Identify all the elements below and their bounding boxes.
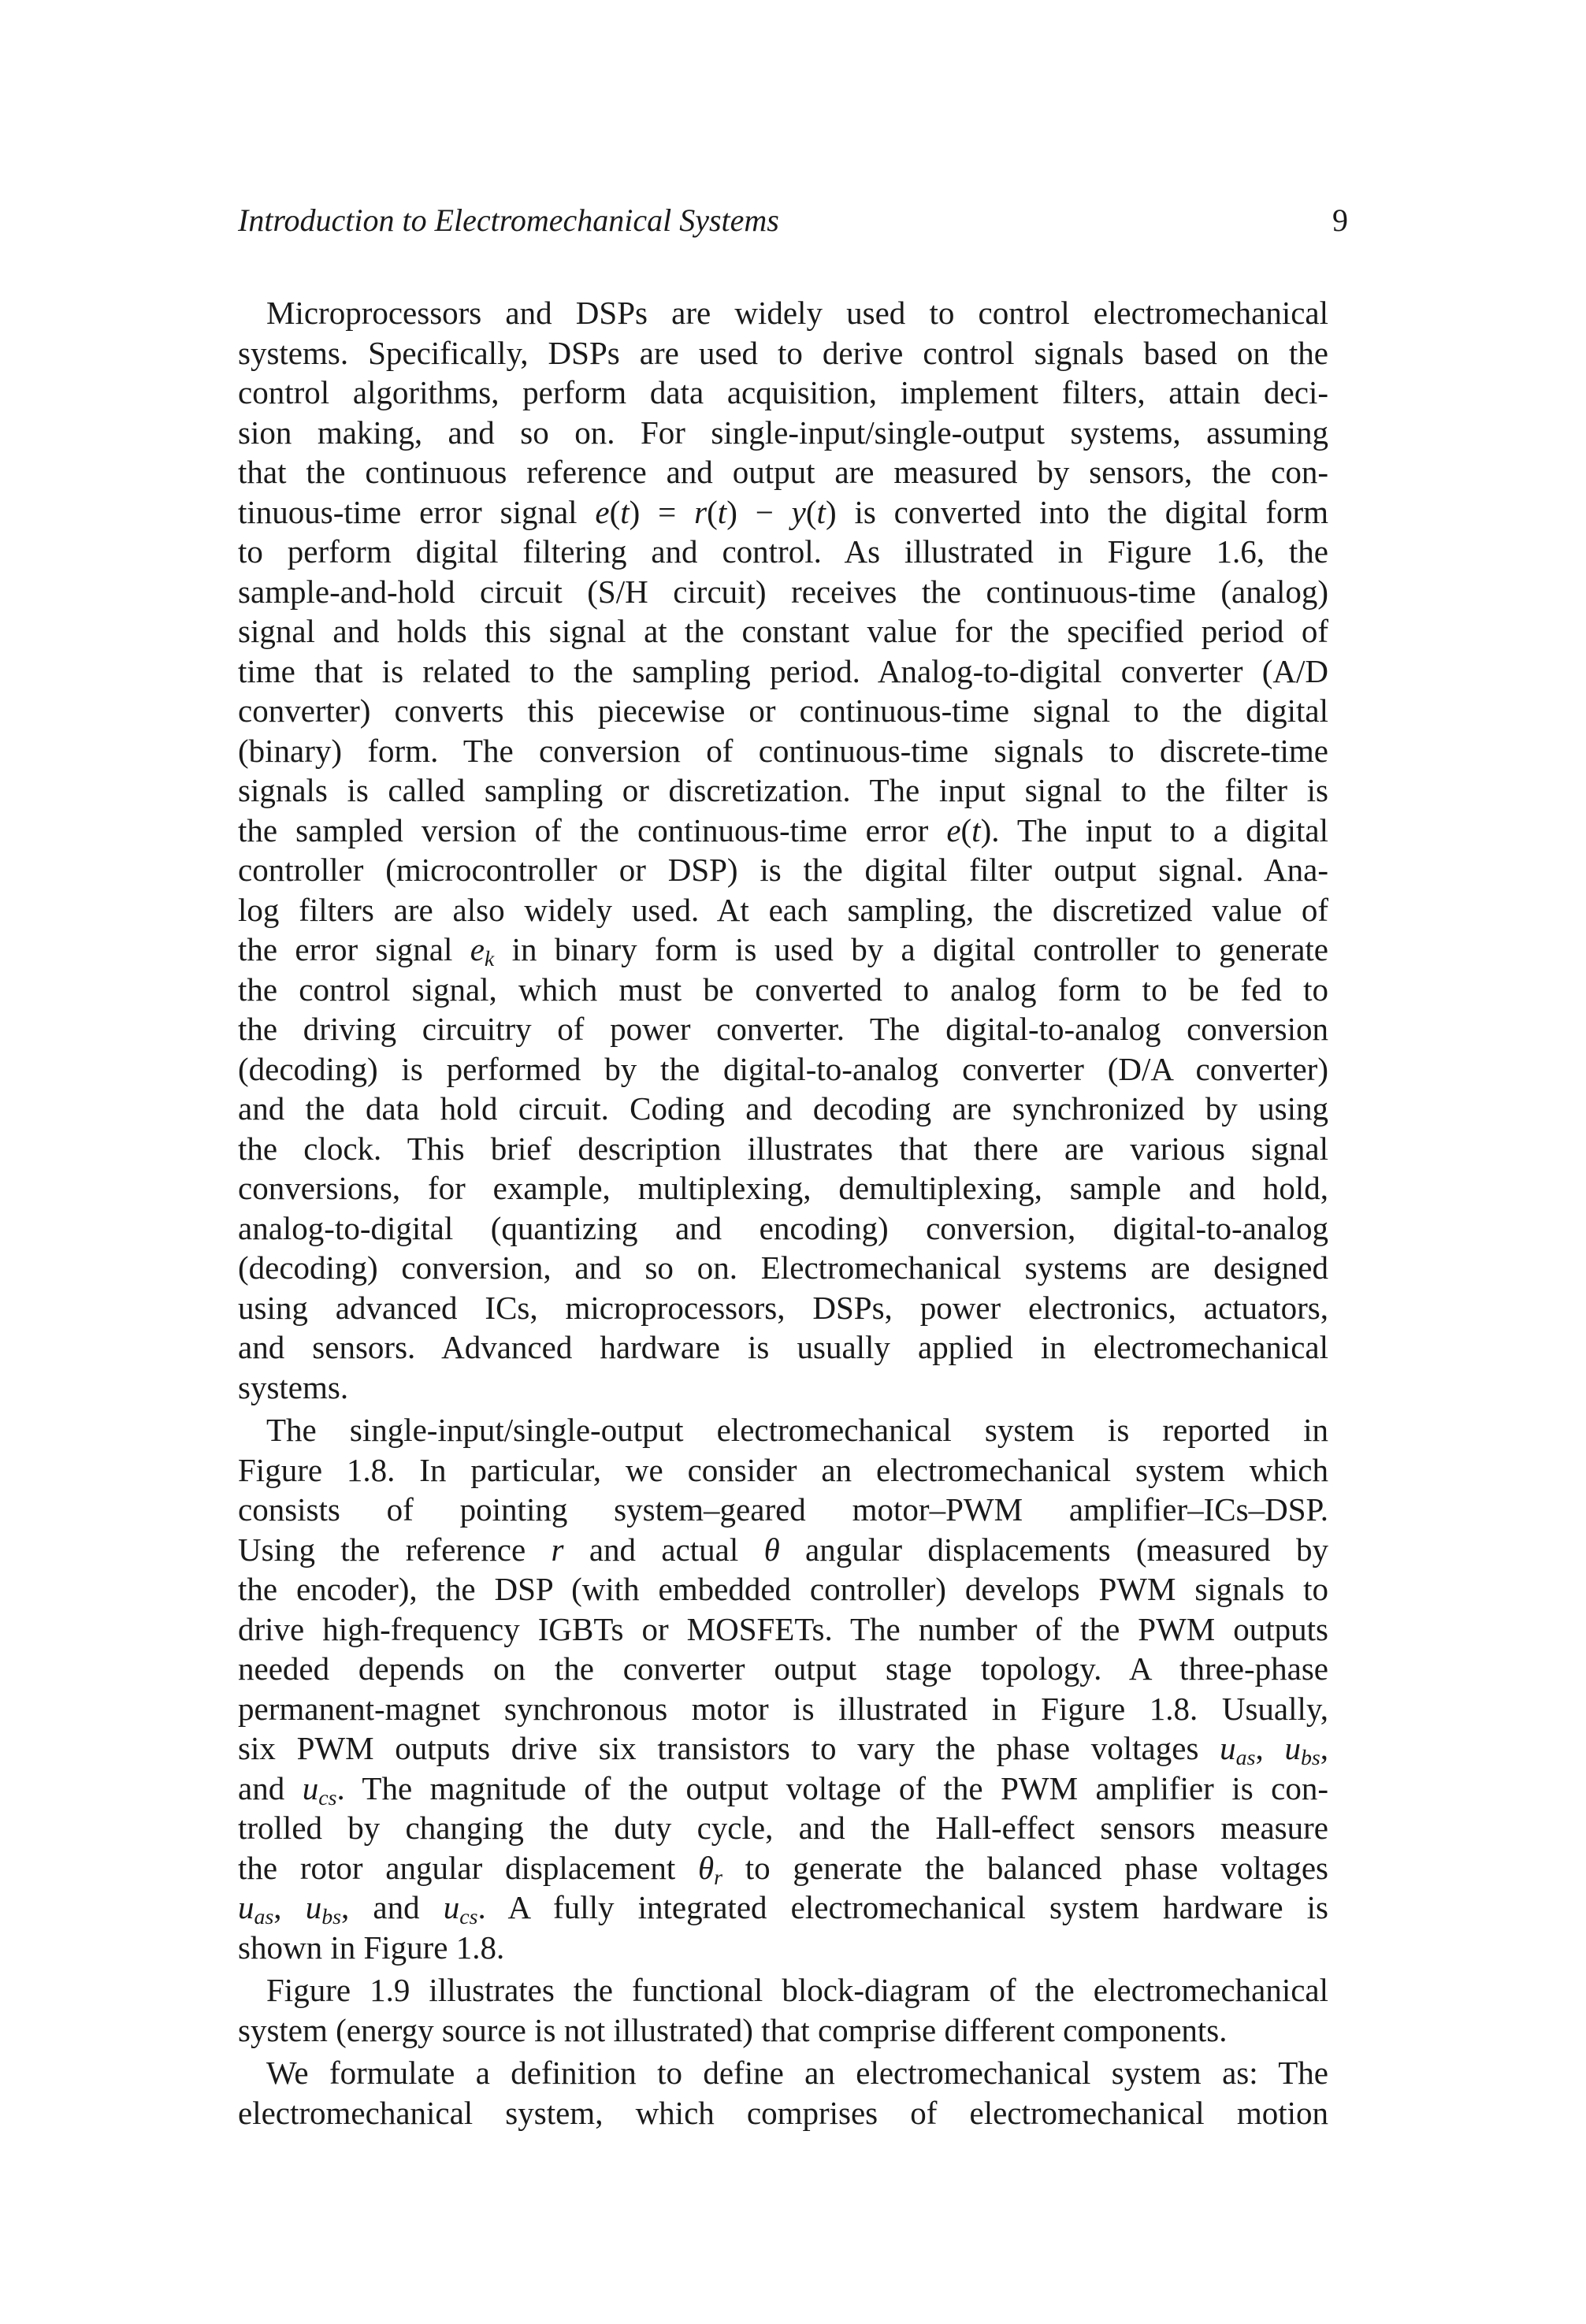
text-line: (binary) form. The conversion of continuous-time signals to discrete-time [238,732,1328,769]
math-symbol: u [238,1889,254,1925]
math-subscript: r [714,1865,723,1890]
text-line: systems. Specifically, DSPs are used to derive control signals based on the [238,334,1328,371]
text-line: and $u_{cs}$. The magnitude of the output voltage of the PWM amplifier is con- [238,1769,1329,1810]
text-line: (decoding) is performed by the digital-to-analog converter (D/A converter) [238,1050,1328,1087]
paragraph-4 [238,2053,1328,2133]
math-symbol: u [305,1889,322,1925]
paragraph-1 [238,293,1328,1407]
text-line: Using the reference r and actual θ angular displacements (measured by [238,1531,1329,1568]
text-line: to perform digital filtering and control. As illustrated in Figure 1.6, the [238,533,1328,570]
text-line: log filters are also widely used. At each sampling, the discretized value of [238,891,1328,928]
text-line: using advanced ICs, microprocessors, DSPs, power electronics, actuators, [238,1289,1328,1326]
text-line: control algorithms, perform data acquisition, implement filters, attain deci- [238,374,1328,410]
text-line: system (energy source is not illustrated) that comprise different components. [238,2011,1228,2048]
math-symbol: t [620,493,630,530]
math-subscript: as [254,1904,274,1929]
text-line: controller (microcontroller or DSP) is the digital filter output signal. Ana- [238,852,1328,888]
math-symbol: r [551,1531,564,1568]
text-line: drive high-frequency IGBTs or MOSFETs. The number of the PWM outputs [238,1610,1328,1647]
text-line: shown in Figure 1.8. [238,1929,505,1966]
text-line: electromechanical system, which comprises of electromechanical motion [238,2094,1328,2131]
math-symbol: θ [763,1531,780,1568]
math-symbol: e [470,931,485,967]
math-symbol: t [816,493,826,530]
math-symbol: u [1220,1730,1236,1766]
math-symbol: u [1284,1730,1301,1766]
math-symbol: u [302,1769,319,1806]
text-line: signal and holds this signal at the constant value for the specified period of [238,613,1328,649]
paragraph-3 [238,1970,1328,2050]
math-subscript: as [1235,1745,1256,1770]
text-line: Figure 1.9 illustrates the functional block-diagram of the electromechanical [266,1972,1328,2008]
text-line: six PWM outputs drive six transistors to vary the phase voltages $u_{as}$, $u_{bs}$, [238,1730,1328,1770]
text-line: tinuous-time error signal e(t) = r(t) − y(t) is converted into the digital form [238,493,1329,530]
text-line: the control signal, which must be converted to analog form to be fed to [238,971,1328,1008]
math-symbol: t [717,493,727,530]
text-line: consists of pointing system–geared motor–PWM amplifier–ICs–DSP. [238,1491,1328,1528]
text-line: analog-to-digital (quantizing and encoding) conversion, digital-to-analog [238,1209,1328,1246]
text-line: We formulate a definition to define an electromechanical system as: The [266,2055,1328,2091]
text-line: the clock. This brief description illustrates that there are various signal [238,1130,1328,1167]
math-subscript: bs [321,1904,341,1929]
math-symbol: r [694,493,708,530]
text-line: and sensors. Advanced hardware is usually applied in electromechanical [238,1329,1328,1365]
text-line: sion making, and so on. For single-input/single-output systems, assuming [238,414,1328,451]
text-line: that the continuous reference and output are measured by sensors, the con- [238,454,1328,490]
page-number: 9 [1332,202,1348,238]
text-line: conversions, for example, multiplexing, demultiplexing, sample and hold, [238,1170,1328,1206]
page-header [238,197,1348,244]
text-line: (decoding) conversion, and so on. Electromechanical systems are designed [238,1249,1328,1286]
text-line: trolled by changing the duty cycle, and the Hall-effect sensors measure [238,1810,1328,1846]
math-symbol: e [946,811,961,848]
body-text [238,293,1328,2133]
math-symbol: u [443,1889,460,1925]
math-subscript: cs [459,1904,478,1929]
text-line: The single-input/single-output electromechanical system is reported in [266,1412,1328,1448]
math-subscript: bs [1300,1745,1320,1770]
paragraph-2 [238,1410,1328,1967]
text-line: permanent-magnet synchronous motor is illustrated in Figure 1.8. Usually, [238,1690,1328,1727]
text-line: time that is related to the sampling period. Analog-to-digital converter (A/D [238,652,1328,689]
text-line: and the data hold circuit. Coding and decoding are synchronized by using [238,1090,1328,1127]
text-line: the error signal $e_k$ in binary form is used by a digital controller to generate [238,931,1328,971]
math-symbol: y [791,493,806,530]
math-symbol: θ [698,1849,715,1886]
text-line: the driving circuitry of power converter. The digital-to-analog conversion [238,1011,1328,1047]
text-line: Figure 1.8. In particular, we consider an electromechanical system which [238,1451,1328,1488]
text-line: signals is called sampling or discretization. The input signal to the filter is [238,772,1328,808]
text-line: converter) converts this piecewise or continuous-time signal to the digital [238,692,1328,729]
math-subscript: k [484,946,495,971]
text-line: sample-and-hold circuit (S/H circuit) receives the continuous-time (analog) [238,573,1328,610]
math-symbol: e [595,493,610,530]
text-line: the sampled version of the continuous-time error e(t). The input to a digital [238,811,1328,848]
text-line: the rotor angular displacement $\theta_r$ to generate the balanced phase voltages [238,1849,1328,1890]
text-line: Microprocessors and DSPs are widely used to control electromechanical [266,295,1328,331]
running-title: Introduction to Electromechanical Systems [238,202,779,238]
text-line: the encoder), the DSP (with embedded controller) develops PWM signals to [238,1571,1328,1607]
text-line: $u_{as}$, $u_{bs}$, and $u_{cs}$. A fully integrated electromechanical system hardware is [238,1889,1328,1929]
math-subscript: cs [318,1785,337,1810]
math-symbol: t [971,811,981,848]
text-line: systems. [238,1368,349,1405]
text-line: needed depends on the converter output stage topology. A three-phase [238,1650,1328,1687]
